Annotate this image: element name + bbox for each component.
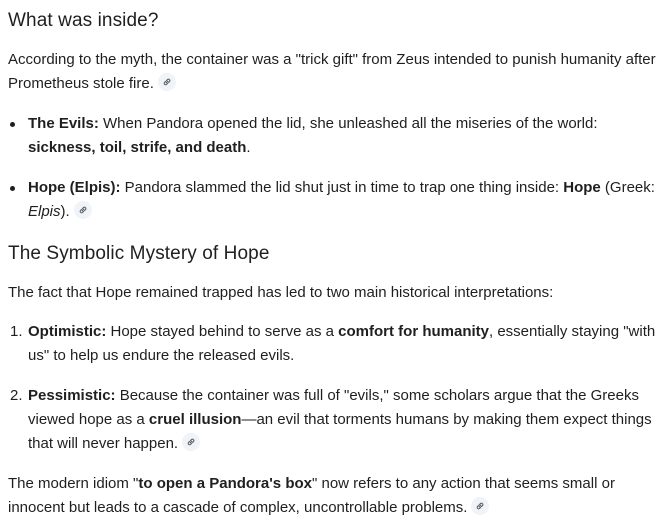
item-emphasis: cruel illusion — [148, 411, 242, 428]
item-emphasis: comfort for humanity — [338, 323, 489, 340]
bullet-emphasis: sickness, toil, strife, and death — [28, 139, 247, 156]
item-tail: —an evil that torments humans by making them expect things that will never happen. — [28, 411, 652, 452]
source-link-icon[interactable] — [74, 201, 92, 219]
item-label: Pessimistic: — [28, 387, 116, 404]
bullet-emphasis: Hope — [563, 179, 601, 196]
item-tail: , essentially staying "with us" to help us endure the released evils. — [28, 323, 656, 364]
source-link-icon[interactable] — [182, 433, 200, 451]
bullet-paren: (Greek: — [600, 179, 655, 196]
item-number: 1. — [10, 323, 23, 340]
bullet-tail: . — [246, 139, 251, 156]
item-text: Because the container was full of "evils," some scholars argue that the Greeks viewed hope as a — [28, 387, 639, 428]
item-number: 2. — [10, 387, 23, 404]
intro-text: According to the myth, the container was a "trick gift" from Zeus intended to punish humanity after Prometheus stole fire. — [8, 51, 656, 92]
list-item-optimistic — [8, 320, 658, 368]
bullet-label: Hope (Elpis): — [28, 179, 121, 196]
bullet-text: When Pandora opened the lid, she unleashed all the miseries of the world: — [98, 115, 598, 132]
bullet-text: Pandora slammed the lid shut just in time to trap one thing inside: — [120, 179, 564, 196]
section-heading-symbolic: The Symbolic Mystery of Hope — [8, 243, 270, 264]
closing-text: " now refers to any action that seems small or innocent but leads to a cascade of complex, uncontrollable problems. — [8, 475, 615, 516]
source-link-icon[interactable] — [158, 73, 176, 91]
list-item-pessimistic — [8, 384, 658, 456]
interpretations-intro: The fact that Hope remained trapped has led to two main historical interpretations: — [8, 284, 554, 301]
interpretations-list — [8, 320, 658, 456]
bullet-italic: Elpis — [28, 203, 61, 220]
closing-paragraph — [8, 472, 658, 520]
list-item-hope — [8, 176, 658, 224]
section-heading-inside: What was inside? — [8, 10, 159, 31]
item-text: Hope stayed behind to serve as a — [106, 323, 339, 340]
source-link-icon[interactable] — [471, 497, 489, 515]
closing-emphasis: to open a Pandora's box — [138, 475, 312, 492]
item-label: Optimistic: — [28, 323, 107, 340]
bullet-tail: ). — [60, 203, 70, 220]
contents-list — [8, 112, 658, 224]
list-item-evils — [8, 112, 658, 160]
intro-paragraph — [8, 48, 658, 96]
bullet-label: The Evils: — [28, 115, 99, 132]
closing-text: The modern idiom " — [8, 475, 139, 492]
